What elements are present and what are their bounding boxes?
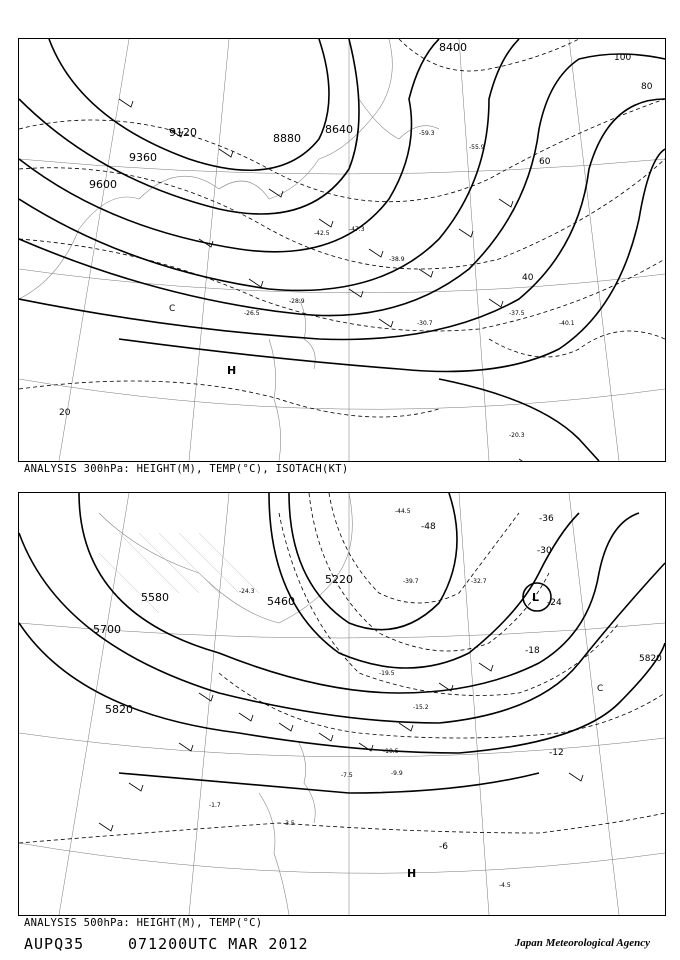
height-label: 5700 [93,623,121,636]
isotherm-label: -36 [539,514,554,524]
station-value: -15.2 [413,704,429,711]
coastline [99,493,352,915]
station-values [244,130,575,439]
chart-300hpa [18,38,666,462]
height-contours [19,39,665,461]
height-label: 9600 [89,178,117,191]
isotherm-labels [421,514,564,852]
station-value: -3.5 [283,820,295,827]
station-value: -4.5 [499,882,511,889]
station-value: -32.7 [471,578,487,585]
height-label: 8880 [273,132,301,145]
coastline [19,39,439,461]
high-pressure-center: H [227,364,237,377]
isotach-labels [59,53,653,418]
height-label: 5820 [105,703,133,716]
isotach-lines [19,39,665,417]
hatched-area [99,533,259,613]
station-value: -40.1 [559,320,575,327]
isotherm-label: -6 [439,842,448,852]
isotach-label: 100 [614,53,632,63]
height-label: 5580 [141,591,169,604]
station-value: -28.9 [289,298,305,305]
isotach-label: 40 [522,273,534,283]
station-values [209,508,511,889]
height-label: 5460 [267,595,295,608]
agency-name: Japan Meteorological Agency [514,937,650,949]
chart-500hpa [18,492,666,916]
station-value: -20.3 [509,432,525,439]
station-value: -7.5 [341,772,353,779]
caption-300hpa: ANALYSIS 300hPa: HEIGHT(M), TEMP(°C), ISOTACH(KT) [24,463,349,475]
station-value: -59.3 [419,130,435,137]
map-300hpa [19,39,665,461]
station-value: -37.5 [509,310,525,317]
isotherm-label: -12 [549,748,564,758]
height-label: 9120 [169,126,197,139]
isotherm-label: -30 [537,546,552,556]
station-value: -44.5 [395,508,411,515]
station-value: -30.7 [417,320,433,327]
station-value: -47.3 [349,226,365,233]
product-code: AUPQ35 [24,935,85,953]
isotherm-label: -24 [547,598,562,608]
station-value: -9.9 [391,770,403,777]
station-value: -39.7 [403,578,419,585]
isotherm-label: -18 [525,646,540,656]
cold-center: C [169,304,176,314]
height-label: 9360 [129,151,157,164]
station-value: -10.5 [383,748,399,755]
isotach-label: 60 [539,157,551,167]
cold-center: C [597,684,604,694]
map-500hpa [19,493,665,915]
height-label: 5220 [325,573,353,586]
height-label-right: 5820 [639,654,662,664]
analysis-datetime: 071200UTC MAR 2012 [128,935,309,953]
isotherm-label: -48 [421,522,436,532]
height-label: 8640 [325,123,353,136]
station-value: -1.7 [209,802,221,809]
station-value: -38.9 [389,256,405,263]
low-pressure-center: L [532,591,540,604]
isotach-label: 80 [641,82,653,92]
station-value: -24.3 [239,588,255,595]
isotherm-lines [19,493,665,843]
high-pressure-center: H [407,867,417,880]
height-label: 8400 [439,41,467,54]
station-value: -55.9 [469,144,485,151]
station-value: -42.5 [314,230,330,237]
wind-barbs [119,99,533,461]
caption-500hpa: ANALYSIS 500hPa: HEIGHT(M), TEMP(°C) [24,917,263,929]
graticule [19,39,665,461]
station-value: -19.5 [379,670,395,677]
station-value: -26.5 [244,310,260,317]
isotach-label: 20 [59,408,71,418]
